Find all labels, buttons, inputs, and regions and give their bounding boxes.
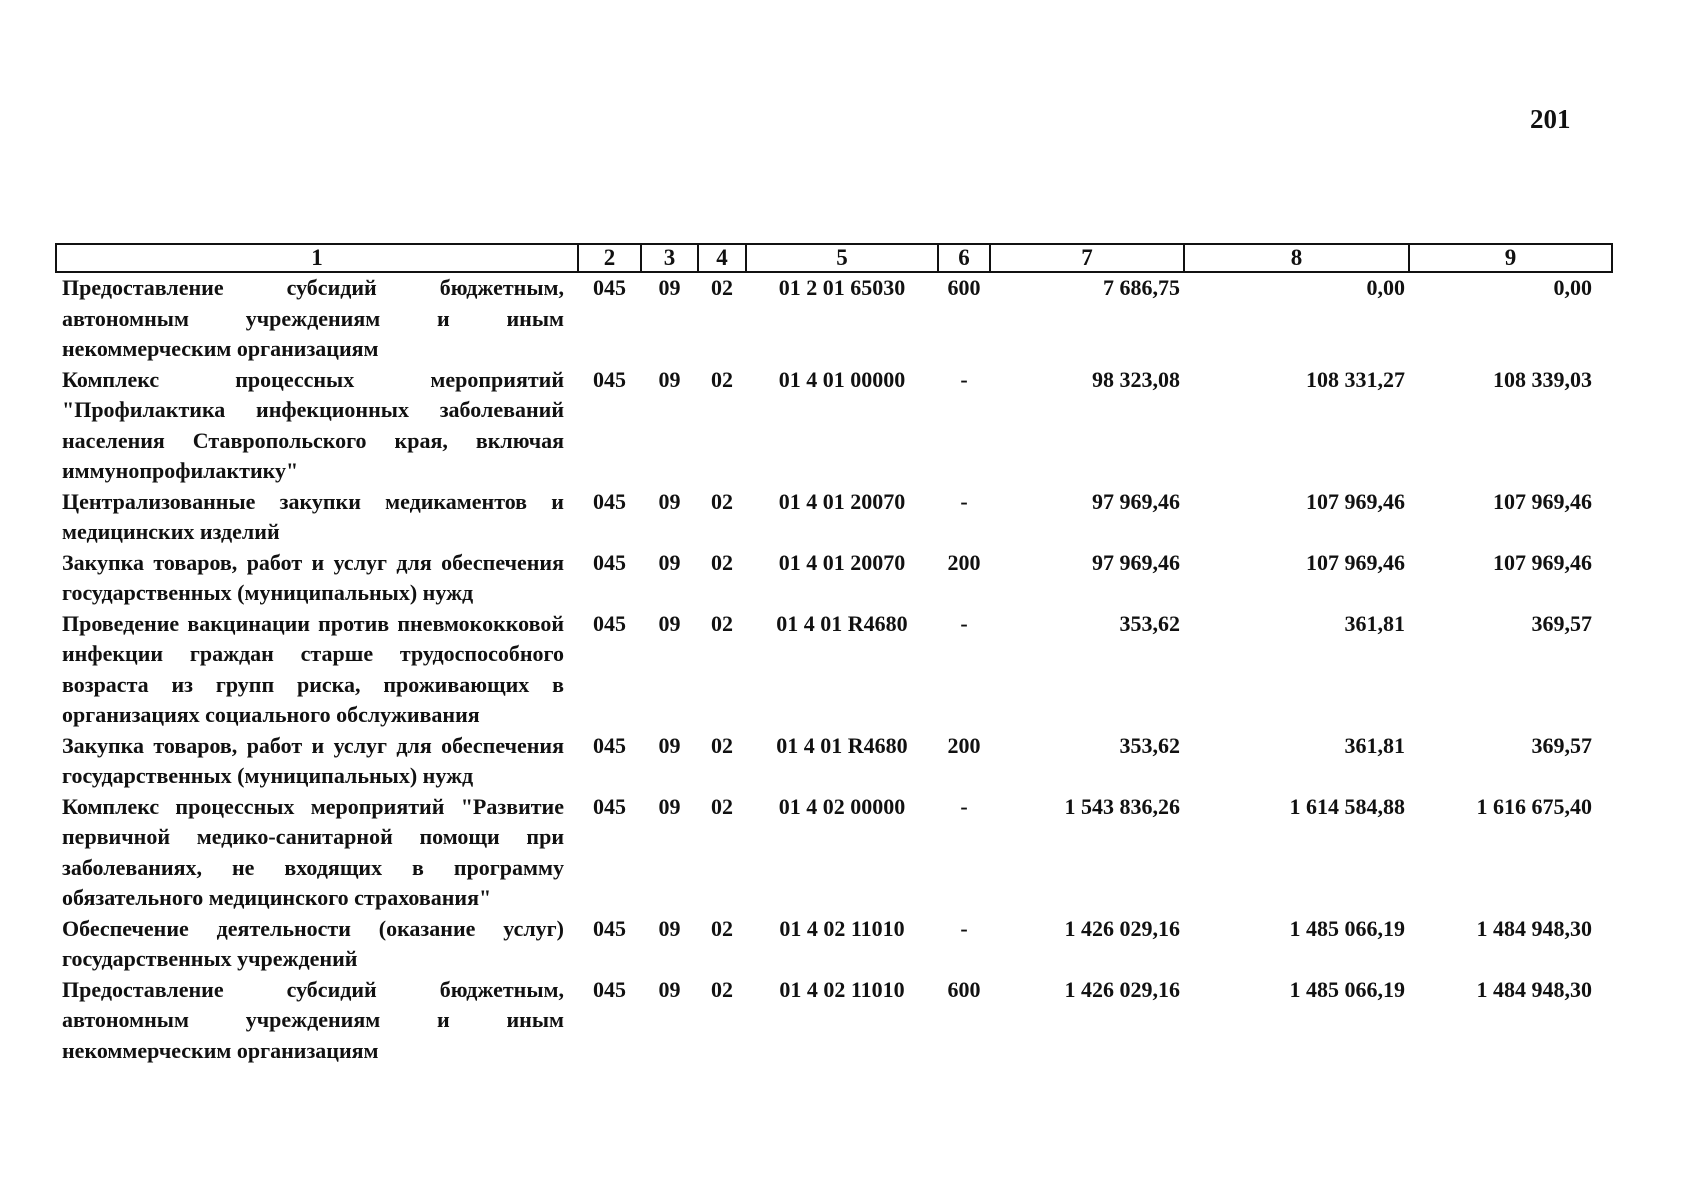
row-name: Комплекс процессных мероприятий "Профилактика инфекционных заболеваний населения Ставропольского края, включая иммунопрофилактику" [62,366,564,483]
row-name: Предоставление субсидий бюджетным, автономным учреждениям и иным некоммерческим организациям [62,275,564,361]
row-name: Закупка товаров, работ и услуг для обеспечения государственных (муниципальных) нужд [62,732,564,788]
row-col-5: 01 4 01 R4680 [776,732,908,758]
row-name: Проведение вакцинации против пневмококковой инфекции граждан старше трудоспособного возраста из групп риска, проживающих в организациях социального обслуживания [62,610,564,727]
row-amount-9: 369,57 [1531,732,1592,758]
row-col-2: 045 [593,366,626,392]
page-number: 201 [1530,104,1571,134]
row-amount-8: 0,00 [1366,275,1405,300]
row-amount-9: 369,57 [1531,610,1592,636]
row-amount-7: 98 323,08 [1092,366,1180,392]
row-col-4: 02 [711,732,733,758]
column-header-6: 6 [938,244,990,272]
row-name: Централизованные закупки медикаментов и медицинских изделий [62,488,564,544]
row-col-6: - [960,610,968,636]
column-header-5: 5 [746,244,938,272]
row-name: Закупка товаров, работ и услуг для обеспечения государственных (муниципальных) нужд [62,549,564,605]
row-amount-7: 1 543 836,26 [1064,793,1180,819]
row-col-3: 09 [658,366,681,392]
row-col-4: 02 [711,915,733,941]
row-col-2: 045 [593,732,626,758]
table-body [56,272,1612,1066]
row-amount-8: 108 331,27 [1306,366,1405,392]
row-amount-8: 107 969,46 [1306,488,1405,514]
row-col-2: 045 [593,488,626,514]
budget-table [55,243,1613,1066]
table-header-row [56,244,1612,272]
row-amount-9: 107 969,46 [1493,549,1592,575]
row-col-5: 01 4 01 00000 [778,366,906,392]
column-header-2: 2 [578,244,641,272]
row-col-2: 045 [593,610,626,636]
row-col-6: 200 [947,732,981,758]
row-name: Обеспечение деятельности (оказание услуг) государственных учреждений [62,915,564,971]
row-col-5: 01 4 01 20070 [778,549,906,575]
row-amount-9: 1 484 948,30 [1476,915,1592,941]
row-amount-7: 353,62 [1119,610,1180,636]
column-header-8: 8 [1184,244,1409,272]
table-row [56,548,1612,609]
column-header-4: 4 [698,244,746,272]
row-col-4: 02 [711,366,733,392]
row-col-6: 200 [947,549,981,575]
row-col-3: 09 [658,732,681,758]
row-col-4: 02 [711,793,733,819]
row-amount-9: 1 616 675,40 [1476,793,1592,819]
row-amount-9: 1 484 948,30 [1476,976,1592,1002]
row-col-6: - [960,366,968,392]
row-col-6: - [960,488,968,514]
row-amount-8: 1 614 584,88 [1289,793,1405,819]
row-col-3: 09 [658,549,681,575]
column-header-7: 7 [990,244,1184,272]
table-row [56,272,1612,365]
row-amount-8: 1 485 066,19 [1289,976,1405,1002]
row-name: Комплекс процессных мероприятий "Развитие первичной медико-санитарной помощи при заболеваниях, не входящих в программу обязательного медицинского страхования" [62,793,564,910]
row-col-6: 600 [947,976,981,1002]
column-header-3: 3 [641,244,698,272]
row-col-5: 01 4 01 R4680 [776,610,908,636]
row-amount-9: 108 339,03 [1493,366,1592,392]
row-col-6: 600 [947,275,981,300]
row-col-4: 02 [711,488,733,514]
row-col-2: 045 [593,275,626,300]
row-amount-9: 0,00 [1553,275,1592,300]
row-col-2: 045 [593,549,626,575]
row-col-2: 045 [593,976,626,1002]
row-col-2: 045 [593,915,626,941]
row-col-5: 01 4 02 11010 [779,915,905,941]
table-row [56,792,1612,914]
table-row [56,609,1612,731]
row-col-5: 01 4 01 20070 [778,488,906,514]
row-name: Предоставление субсидий бюджетным, автономным учреждениям и иным некоммерческим организациям [62,976,564,1063]
row-col-4: 02 [711,275,733,300]
table-row [56,914,1612,975]
row-amount-8: 361,81 [1344,610,1405,636]
row-col-4: 02 [711,549,733,575]
row-col-6: - [960,793,968,819]
row-col-3: 09 [658,488,681,514]
row-amount-8: 361,81 [1344,732,1405,758]
row-col-4: 02 [711,610,733,636]
row-col-3: 09 [658,275,681,300]
table-row [56,365,1612,487]
row-col-5: 01 4 02 00000 [778,793,906,819]
row-amount-9: 107 969,46 [1493,488,1592,514]
row-amount-7: 1 426 029,16 [1064,976,1180,1002]
row-col-3: 09 [658,915,681,941]
row-col-6: - [960,915,968,941]
row-col-2: 045 [593,793,626,819]
table-row [56,487,1612,548]
row-amount-8: 107 969,46 [1306,549,1405,575]
row-amount-7: 97 969,46 [1092,488,1180,514]
row-amount-7: 353,62 [1119,732,1180,758]
row-amount-7: 7 686,75 [1103,275,1180,300]
row-col-5: 01 2 01 65030 [778,275,906,300]
column-header-9: 9 [1409,244,1612,272]
row-col-3: 09 [658,610,681,636]
row-col-3: 09 [658,976,681,1002]
row-amount-7: 97 969,46 [1092,549,1180,575]
row-col-4: 02 [711,976,733,1002]
column-header-1: 1 [56,244,578,272]
row-amount-8: 1 485 066,19 [1289,915,1405,941]
row-col-5: 01 4 02 11010 [779,976,905,1002]
row-col-3: 09 [658,793,681,819]
table-row [56,731,1612,792]
row-amount-7: 1 426 029,16 [1064,915,1180,941]
table-row [56,975,1612,1067]
